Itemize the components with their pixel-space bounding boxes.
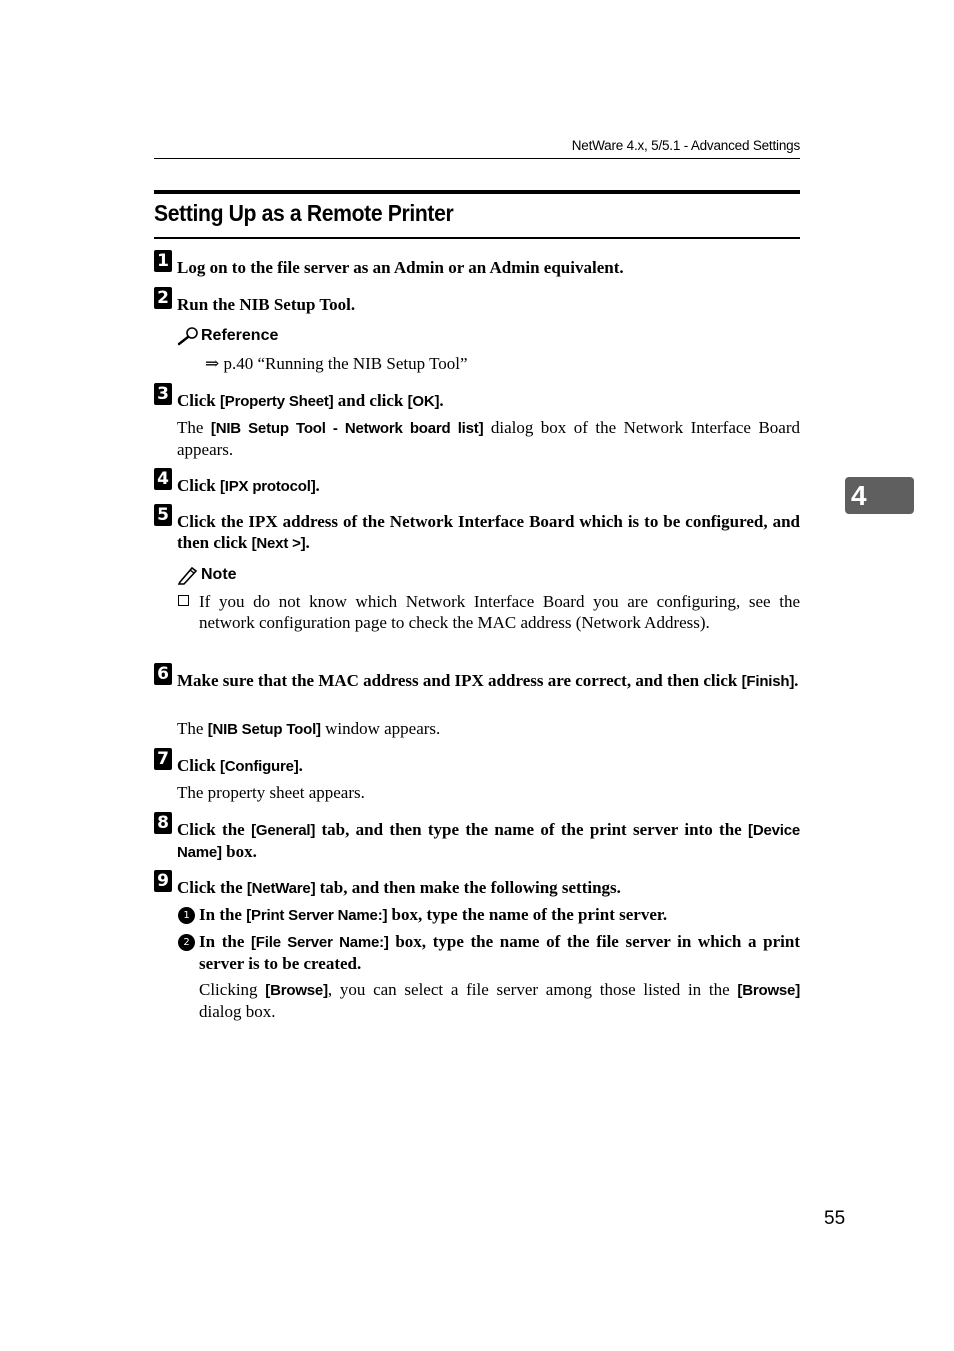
ui-ok: [OK] [407,393,440,410]
step-6-number: 6 [154,663,172,685]
step-7-number: 7 [154,748,172,770]
ui-nib-setup-tool: [NIB Setup Tool] [207,721,321,738]
note-text: If you do not know which Network Interface Board you are configuring, see the network configuration page to check the MAC address (Network Address). [199,592,800,632]
ui-network-board-list: [NIB Setup Tool - Network board list] [210,420,484,437]
section-bottom-rule [154,237,800,239]
ui-property-sheet: [Property Sheet] [219,393,334,410]
substep-2-text: In the [File Server Name:] box, type the name of the file server in which a print server is to be created. [199,932,801,973]
ui-file-server-name: [File Server Name:] [251,934,389,951]
ui-browse-2: [Browse] [737,982,800,999]
substep-2-number: 2 [178,934,195,951]
note-checkbox [178,595,189,606]
pencil-icon [177,565,199,585]
note-label: Note [201,566,237,583]
step-4-number: 4 [154,468,172,490]
step-1-number: 1 [154,250,172,272]
step-9-text: Click the [NetWare] tab, and then make the following settings. [177,878,621,897]
section-title: Setting Up as a Remote Printer [154,200,454,226]
step-3-number: 3 [154,383,172,405]
ui-netware-tab: [NetWare] [246,880,316,897]
ui-next: [Next >] [251,535,306,552]
step-8-number: 8 [154,812,172,834]
substep-2-body: Clicking [Browse], you can select a file server among those listed in the [Browse] dialog box. [199,980,800,1021]
ui-ipx-protocol: [IPX protocol] [219,478,316,495]
reference-link[interactable]: ⇒ p.40 “Running the NIB Setup Tool” [205,354,468,373]
step-7-text: Click [Configure]. [177,756,303,775]
step-4-text: Click [IPX protocol]. [177,476,320,495]
ui-print-server-name: [Print Server Name:] [246,907,388,924]
note-heading [177,565,237,585]
ui-device-name: [Device Name] [177,822,800,861]
ui-finish: [Finish] [741,673,795,690]
chapter-tab: 4 [845,477,914,514]
header-rule [154,158,800,159]
step-3-text: Click [Property Sheet] and click [OK]. [177,391,444,410]
page-number: 55 [824,1208,846,1229]
step-5-text: Click the IPX address of the Network Interface Board which is to be configured, and then click [Next >]. [177,512,800,552]
step-6-text: Make sure that the MAC address and IPX address are correct, and then click [Finish]. [177,671,799,690]
section-top-rule [154,190,800,194]
substep-1-text: In the [Print Server Name:] box, type the name of the print server. [199,905,668,924]
ui-general-tab: [General] [251,822,316,839]
running-header: NetWare 4.x, 5/5.1 - Advanced Settings [571,138,800,153]
substep-1-number: 1 [178,907,195,924]
step-9-number: 9 [154,870,172,892]
reference-heading [177,326,278,346]
step-6-body: The [NIB Setup Tool] window appears. [177,719,441,738]
reference-label: Reference [201,327,279,344]
magnifier-icon [177,326,199,346]
step-2-number: 2 [154,287,172,309]
step-7-body: The property sheet appears. [177,783,365,802]
step-8-text: Click the [General] tab, and then type the name of the print server into the [Device Name] box. [177,820,800,861]
step-5-number: 5 [154,504,172,526]
ui-browse-1: [Browse] [265,982,328,999]
step-2-text: Run the NIB Setup Tool. [177,295,356,314]
ui-configure: [Configure] [219,758,299,775]
step-3-body: The [NIB Setup Tool - Network board list] dialog box of the Network Interface Board appears. [177,418,800,459]
step-1-text: Log on to the file server as an Admin or an Admin equivalent. [177,258,624,277]
